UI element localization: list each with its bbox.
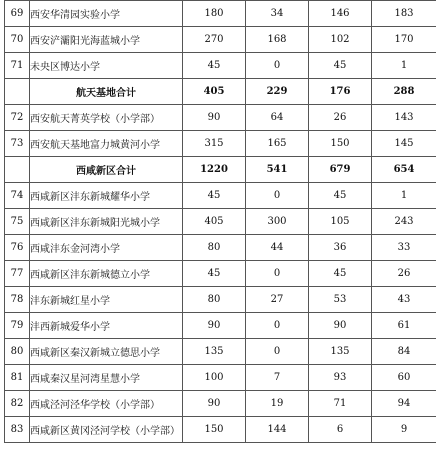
applicants-count-cell: 33: [372, 235, 436, 261]
remaining-count-cell: 71: [309, 391, 372, 417]
table-row: [5, 313, 436, 339]
applicants-count-cell: 43: [372, 287, 436, 313]
row-number-cell: [5, 157, 30, 183]
planned-count-cell: 45: [183, 183, 246, 209]
row-number-cell: 81: [5, 365, 30, 391]
school-name-cell: 西安航天基地富力城黄河小学: [30, 131, 183, 157]
school-name-cell: 西咸秦汉星河湾星慧小学: [30, 365, 183, 391]
table-row: [5, 209, 436, 235]
applicants-count-cell: 243: [372, 209, 436, 235]
planned-count-cell: 315: [183, 131, 246, 157]
enrolled-count-cell: 144: [246, 417, 309, 443]
remaining-count-cell: 45: [309, 53, 372, 79]
planned-count-cell: 90: [183, 313, 246, 339]
row-number-cell: 72: [5, 105, 30, 131]
school-name-cell: 未央区博达小学: [30, 53, 183, 79]
remaining-count-cell: 45: [309, 183, 372, 209]
subtotal-row: [5, 157, 436, 183]
applicants-count-cell: 183: [372, 1, 436, 27]
applicants-count-cell: 654: [372, 157, 436, 183]
table-row: [5, 235, 436, 261]
enrolled-count-cell: 300: [246, 209, 309, 235]
row-number-cell: 74: [5, 183, 30, 209]
enrolled-count-cell: 0: [246, 261, 309, 287]
table-row: [5, 365, 436, 391]
planned-count-cell: 405: [183, 209, 246, 235]
remaining-count-cell: 679: [309, 157, 372, 183]
planned-count-cell: 80: [183, 287, 246, 313]
planned-count-cell: 45: [183, 53, 246, 79]
admissions-table: [4, 0, 436, 443]
row-number-cell: 83: [5, 417, 30, 443]
table-row: [5, 53, 436, 79]
planned-count-cell: 405: [183, 79, 246, 105]
school-name-cell: 西咸新区沣东新城德立小学: [30, 261, 183, 287]
row-number-cell: 75: [5, 209, 30, 235]
enrolled-count-cell: 34: [246, 1, 309, 27]
table-row: [5, 183, 436, 209]
row-number-cell: 77: [5, 261, 30, 287]
applicants-count-cell: 84: [372, 339, 436, 365]
remaining-count-cell: 150: [309, 131, 372, 157]
remaining-count-cell: 176: [309, 79, 372, 105]
planned-count-cell: 80: [183, 235, 246, 261]
remaining-count-cell: 93: [309, 365, 372, 391]
enrolled-count-cell: 541: [246, 157, 309, 183]
school-name-cell: 西咸沣东金河湾小学: [30, 235, 183, 261]
school-name-cell: 西安浐灞阳光海蓝城小学: [30, 27, 183, 53]
applicants-count-cell: 26: [372, 261, 436, 287]
table-row: [5, 27, 436, 53]
applicants-count-cell: 1: [372, 53, 436, 79]
applicants-count-cell: 61: [372, 313, 436, 339]
enrolled-count-cell: 0: [246, 339, 309, 365]
remaining-count-cell: 105: [309, 209, 372, 235]
row-number-cell: 79: [5, 313, 30, 339]
table-body: [5, 1, 436, 443]
row-number-cell: 80: [5, 339, 30, 365]
school-name-cell: 西咸新区合计: [30, 157, 183, 183]
school-name-cell: 西咸新区黄冈泾河学校（小学部）: [30, 417, 183, 443]
remaining-count-cell: 45: [309, 261, 372, 287]
planned-count-cell: 45: [183, 261, 246, 287]
school-name-cell: 西安航天菁英学校（小学部）: [30, 105, 183, 131]
subtotal-row: [5, 79, 436, 105]
planned-count-cell: 90: [183, 105, 246, 131]
table-row: [5, 417, 436, 443]
school-name-cell: 西咸新区沣东新城耀华小学: [30, 183, 183, 209]
remaining-count-cell: 26: [309, 105, 372, 131]
planned-count-cell: 150: [183, 417, 246, 443]
remaining-count-cell: 6: [309, 417, 372, 443]
enrolled-count-cell: 19: [246, 391, 309, 417]
row-number-cell: 82: [5, 391, 30, 417]
applicants-count-cell: 288: [372, 79, 436, 105]
row-number-cell: 78: [5, 287, 30, 313]
applicants-count-cell: 170: [372, 27, 436, 53]
row-number-cell: 69: [5, 1, 30, 27]
enrolled-count-cell: 27: [246, 287, 309, 313]
school-name-cell: 西咸新区秦汉新城立德思小学: [30, 339, 183, 365]
applicants-count-cell: 94: [372, 391, 436, 417]
enrolled-count-cell: 44: [246, 235, 309, 261]
enrolled-count-cell: 0: [246, 183, 309, 209]
enrolled-count-cell: 165: [246, 131, 309, 157]
school-name-cell: 西安华清园实验小学: [30, 1, 183, 27]
remaining-count-cell: 135: [309, 339, 372, 365]
enrolled-count-cell: 0: [246, 53, 309, 79]
enrolled-count-cell: 0: [246, 313, 309, 339]
row-number-cell: 70: [5, 27, 30, 53]
table-row: [5, 261, 436, 287]
enrolled-count-cell: 7: [246, 365, 309, 391]
planned-count-cell: 90: [183, 391, 246, 417]
row-number-cell: 71: [5, 53, 30, 79]
row-number-cell: 73: [5, 131, 30, 157]
table-row: [5, 1, 436, 27]
enrolled-count-cell: 229: [246, 79, 309, 105]
enrolled-count-cell: 168: [246, 27, 309, 53]
school-name-cell: 航天基地合计: [30, 79, 183, 105]
school-name-cell: 沣东新城红星小学: [30, 287, 183, 313]
planned-count-cell: 270: [183, 27, 246, 53]
planned-count-cell: 180: [183, 1, 246, 27]
applicants-count-cell: 145: [372, 131, 436, 157]
planned-count-cell: 1220: [183, 157, 246, 183]
remaining-count-cell: 146: [309, 1, 372, 27]
remaining-count-cell: 102: [309, 27, 372, 53]
table-row: [5, 339, 436, 365]
school-name-cell: 西咸新区沣东新城阳光城小学: [30, 209, 183, 235]
table-row: [5, 287, 436, 313]
applicants-count-cell: 9: [372, 417, 436, 443]
table-row: [5, 105, 436, 131]
applicants-count-cell: 1: [372, 183, 436, 209]
table-row: [5, 131, 436, 157]
planned-count-cell: 135: [183, 339, 246, 365]
applicants-count-cell: 143: [372, 105, 436, 131]
remaining-count-cell: 53: [309, 287, 372, 313]
remaining-count-cell: 90: [309, 313, 372, 339]
enrolled-count-cell: 64: [246, 105, 309, 131]
row-number-cell: 76: [5, 235, 30, 261]
planned-count-cell: 100: [183, 365, 246, 391]
applicants-count-cell: 60: [372, 365, 436, 391]
table-row: [5, 391, 436, 417]
remaining-count-cell: 36: [309, 235, 372, 261]
school-name-cell: 西咸泾河泾华学校（小学部）: [30, 391, 183, 417]
school-name-cell: 沣西新城爱华小学: [30, 313, 183, 339]
row-number-cell: [5, 79, 30, 105]
